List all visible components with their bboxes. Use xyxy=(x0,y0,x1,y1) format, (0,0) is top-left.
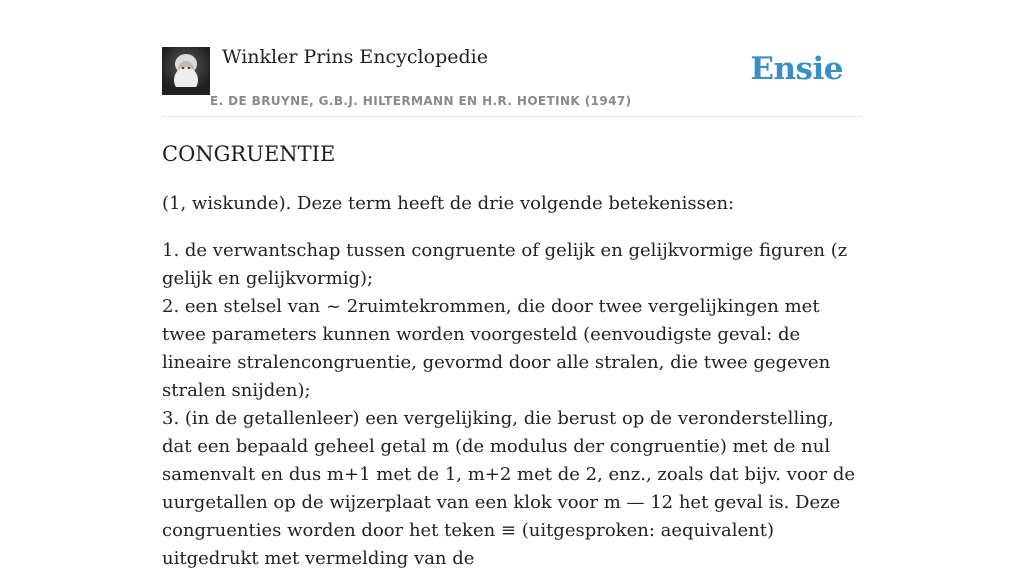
article-intro: (1, wiskunde). Deze term heeft de drie volgende betekenissen: xyxy=(162,193,735,214)
ensie-logo[interactable]: Ensie xyxy=(750,51,843,87)
book-title[interactable]: Winkler Prins Encyclopedie xyxy=(222,46,488,68)
site-header xyxy=(162,44,862,117)
meaning-item: 1. de verwantschap tussen congruente of gelijk en gelijkvormige figuren (z gelijk en gelijkvormig); xyxy=(162,240,848,289)
meanings-list xyxy=(162,237,862,573)
article-headword: CONGRUENTIE xyxy=(162,142,336,166)
article-body xyxy=(162,138,862,573)
portrait-icon xyxy=(162,47,210,95)
author-avatar[interactable] xyxy=(162,47,210,95)
meaning-item: 3. (in de getallenleer) een vergelijking, die berust op de veronderstelling, dat een bepaald geheel getal m (de modulus der congruentie) met de nul samenvalt en dus m+1 met de 1, m+2 met de 2, enz., zoals dat bijv. voor de uurgetallen op de wijzerplaat van een klok voor m — 12 het geval is. Deze congruenties worden door het teken ≡ (uitgesproken: aequivalent) uitgedrukt met vermelding van de xyxy=(162,408,856,569)
authors-line: E. DE BRUYNE, G.B.J. HILTERMANN EN H.R. HOETINK (1947) xyxy=(210,94,632,108)
meaning-item: 2. een stelsel van ~ 2ruimtekrommen, die door twee vergelijkingen met twee parameters kunnen worden voorgesteld (eenvoudigste geval: de lineaire stralencongruentie, gevormd door alle stralen, die twee gegeven stralen snijden); xyxy=(162,296,831,401)
